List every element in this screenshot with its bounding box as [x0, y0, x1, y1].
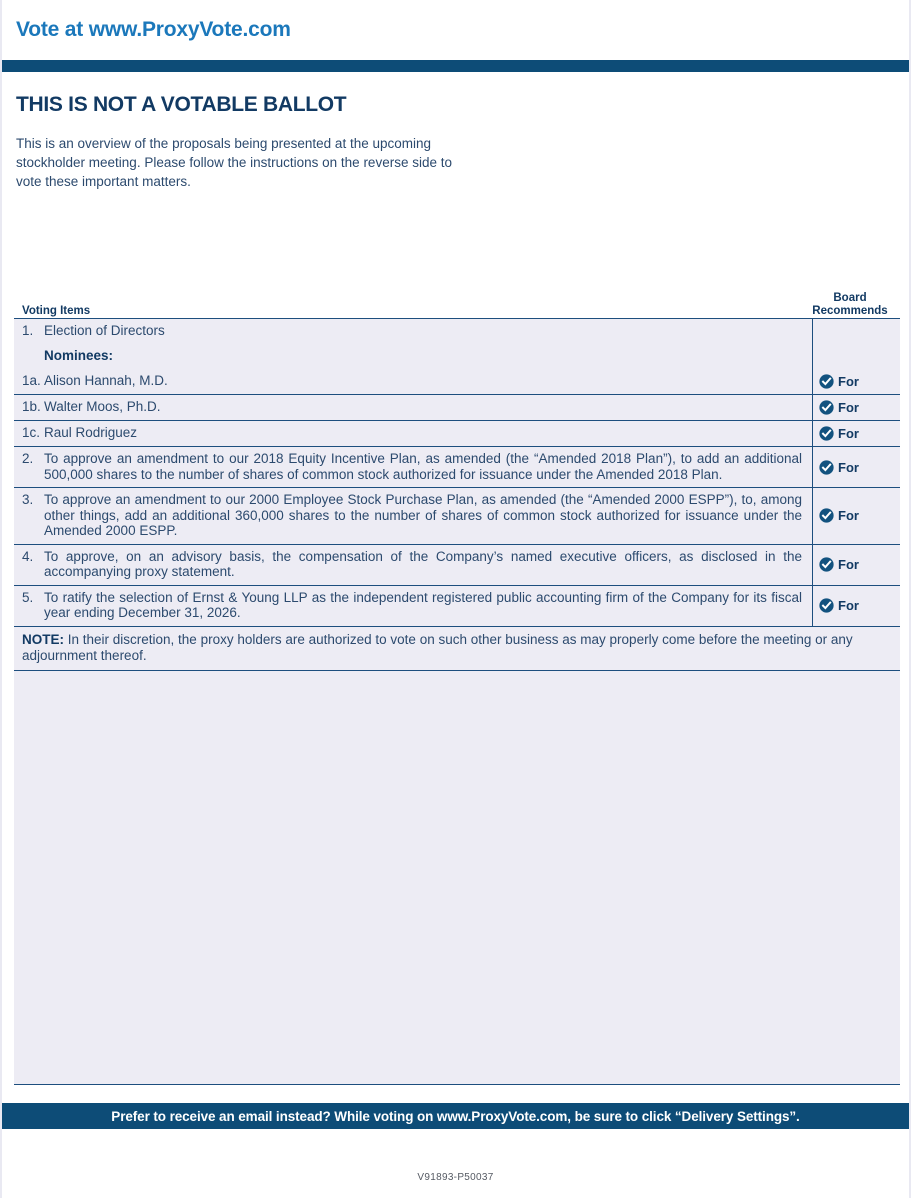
table-row — [14, 319, 900, 344]
recommendation-label: For — [838, 508, 859, 524]
table-row — [14, 421, 900, 447]
recommendation-label: For — [838, 426, 859, 441]
board-recommendation-cell — [812, 344, 900, 369]
recommendation-label: For — [838, 459, 859, 475]
intro-paragraph: This is an overview of the proposals being presented at the upcoming stockholder meeting. Please follow the instructions on the reverse side to vote these important matters. — [16, 136, 452, 189]
board-recommends-line1: Board — [833, 292, 867, 304]
row-number: 4. — [22, 548, 34, 564]
row-number: 1. — [22, 323, 34, 338]
board-recommendation-cell — [812, 447, 900, 487]
table-empty-area — [14, 671, 900, 1085]
check-circle-icon — [819, 508, 834, 523]
check-circle-icon — [819, 598, 834, 613]
delivery-settings-banner: Prefer to receive an email instead? While voting on www.ProxyVote.com, be sure to click “Delivery Settings”. — [2, 1103, 909, 1129]
table-row — [14, 488, 900, 545]
row-proposal-text: Walter Moos, Ph.D. — [44, 399, 161, 414]
board-recommendation-cell — [812, 421, 900, 446]
row-proposal-text: To approve an amendment to our 2018 Equity Incentive Plan, as amended (the “Amended 2018 Plan”), to add an additional 500,000 shares to the number of shares of common stock authorized for issuance under the Amended 2018 Plan. — [44, 451, 802, 482]
check-circle-icon — [819, 426, 834, 441]
voting-items-table — [14, 286, 900, 1085]
row-proposal-text: Nominees: — [44, 348, 114, 363]
row-number: 5. — [22, 589, 34, 605]
table-row — [14, 344, 900, 369]
row-number: 2. — [22, 451, 34, 466]
recommendation-label: For — [838, 400, 859, 415]
note-label: NOTE: — [22, 631, 64, 647]
row-number: 1c. — [22, 425, 41, 440]
recommendation-label: For — [838, 598, 859, 613]
note-body: In their discretion, the proxy holders are authorized to vote on such other business as may properly come before the meeting or any adjournment thereof. — [22, 631, 853, 663]
board-recommends-line2: Recommends — [812, 305, 888, 317]
board-recommendation-cell — [812, 488, 900, 544]
note-text — [14, 627, 900, 670]
table-row — [14, 447, 900, 488]
board-recommendation-cell — [812, 395, 900, 420]
row-proposal-text: Alison Hannah, M.D. — [44, 373, 168, 388]
recommendation-label: For — [838, 557, 859, 572]
table-row — [14, 586, 900, 627]
row-proposal-text: Election of Directors — [44, 323, 165, 338]
row-number: 3. — [22, 492, 34, 507]
check-circle-icon — [819, 460, 834, 475]
row-number: 1b. — [22, 399, 41, 414]
row-number: 1a. — [22, 373, 41, 388]
ballot-notice-heading: THIS IS NOT A VOTABLE BALLOT — [16, 93, 347, 116]
table-body — [14, 318, 900, 627]
recommendation-label: For — [838, 374, 859, 389]
header-divider-bar — [2, 60, 909, 72]
column-header-voting-items: Voting Items — [22, 305, 91, 317]
control-number: V91893-P50037 — [417, 1172, 494, 1183]
check-circle-icon — [819, 374, 834, 389]
board-recommendation-cell — [812, 586, 900, 626]
table-row — [14, 369, 900, 395]
page-title: Vote at www.ProxyVote.com — [16, 18, 291, 41]
row-proposal-text: Raul Rodriguez — [44, 425, 138, 440]
row-number — [14, 344, 44, 369]
check-circle-icon — [819, 557, 834, 572]
row-proposal-text: To ratify the selection of Ernst & Young LLP as the independent registered public accounting firm of the Company for its fiscal year ending December 31, 2026. — [44, 589, 802, 620]
note-row — [14, 627, 900, 671]
table-row — [14, 545, 900, 586]
table-row — [14, 395, 900, 421]
check-circle-icon — [819, 400, 834, 415]
board-recommendation-cell — [812, 369, 900, 394]
board-recommendation-cell — [812, 319, 900, 344]
row-proposal-text: To approve, on an advisory basis, the compensation of the Company’s named executive officers, as disclosed in the accompanying proxy statement. — [44, 548, 802, 579]
row-proposal-text: To approve an amendment to our 2000 Employee Stock Purchase Plan, as amended (the “Amended 2000 ESPP”), to, among other things, add an additional 360,000 shares to the number of shares of common stock authorized for issuance under the Amended 2000 ESPP. — [44, 492, 802, 538]
board-recommendation-cell — [812, 545, 900, 585]
table-column-headers — [14, 286, 900, 318]
column-header-board-recommends — [802, 292, 898, 318]
